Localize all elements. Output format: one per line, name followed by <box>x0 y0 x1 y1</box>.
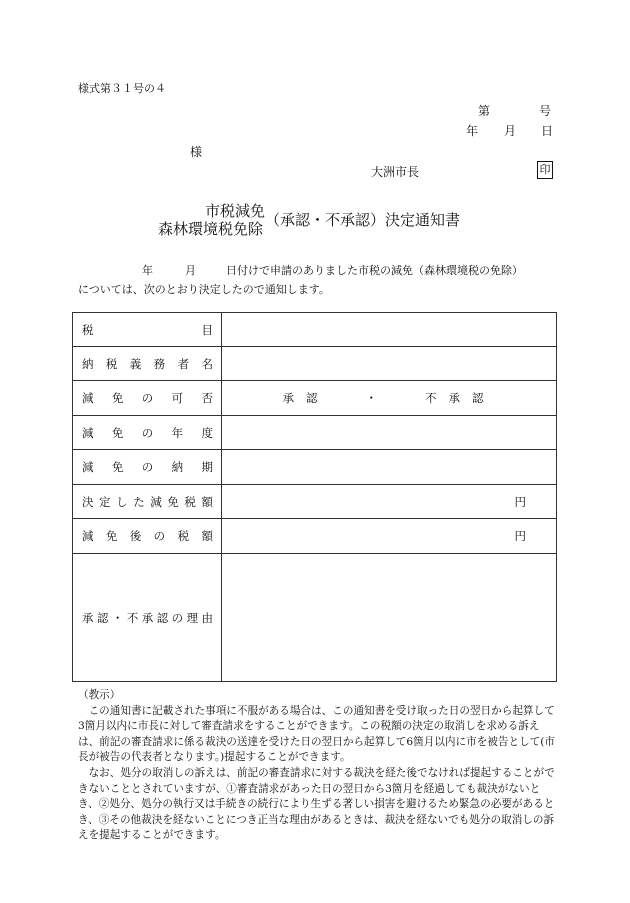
char: 目 <box>201 322 213 337</box>
label-approval <box>73 381 222 416</box>
label-tax-after-text <box>73 528 221 544</box>
value-reason[interactable] <box>222 554 557 682</box>
approval-options <box>222 390 556 406</box>
char: の <box>141 391 154 405</box>
date-day: 日 <box>541 124 554 138</box>
yen-unit: 円 <box>514 529 526 543</box>
char: 否 <box>201 391 213 405</box>
char: 認 <box>156 610 169 625</box>
char: 免 <box>111 425 124 440</box>
approval-separator: ・ <box>365 391 389 405</box>
reject-option[interactable]: 不承認 <box>425 391 496 405</box>
decision-table <box>72 312 557 682</box>
char: 度 <box>201 425 213 440</box>
char: 税 <box>177 529 190 543</box>
label-payment-period <box>73 450 222 485</box>
row-tax-item <box>73 313 557 347</box>
notice-heading: （教示） <box>78 689 121 701</box>
char: 定 <box>99 494 111 509</box>
value-tax-after[interactable] <box>222 519 557 554</box>
char: の <box>153 529 166 543</box>
label-reason <box>73 554 222 682</box>
char: し <box>116 494 128 509</box>
approve-option[interactable]: 承認 <box>282 391 330 405</box>
label-fiscal-year-text <box>73 425 221 441</box>
char: 減 <box>82 391 94 405</box>
char: 決 <box>82 494 94 509</box>
number-dai: 第 <box>478 104 491 118</box>
value-taxpayer[interactable] <box>222 347 557 381</box>
label-payment-period-text <box>73 459 221 475</box>
char: 免 <box>111 460 124 474</box>
char: 理 <box>186 610 199 625</box>
intro-month: 月 <box>185 264 196 277</box>
char: 納 <box>82 356 94 371</box>
label-taxpayer <box>73 347 222 381</box>
row-tax-after <box>73 519 557 554</box>
label-reason-text <box>73 610 221 626</box>
char: 額 <box>201 494 213 509</box>
notice-paragraph-1: この通知書に記載された事項に不服がある場合は、この通知書を受け取った日の翌日から起算して3箇月以内に市長に対して審査請求をすることができます。この税額の決定の取消しを求める訴えは、前記の審査請求に係る裁決の送達を受けた日の翌日から起算して6箇月以内に市を被告として(市長が被告の代表者となります。)提起することができます。 <box>78 704 555 764</box>
title-decision: （承認・不承認）決定通知書 <box>265 211 461 229</box>
char: ・ <box>111 610 124 625</box>
value-tax-item[interactable] <box>222 313 557 347</box>
char: 免 <box>105 529 118 543</box>
char: 可 <box>171 391 184 405</box>
title-forest-tax: 森林環境税免除 <box>158 220 264 238</box>
label-tax-item <box>73 313 222 347</box>
char: の <box>141 425 154 440</box>
char: 納 <box>171 460 184 474</box>
date-month: 月 <box>504 124 517 138</box>
title-tax-reduction: 市税減免 <box>205 202 266 220</box>
intro-line1: 日付けで申請のありました市税の減免（森林環境税の免除） <box>226 264 523 277</box>
char: 減 <box>82 529 94 543</box>
char: 減 <box>82 460 94 474</box>
char: 減 <box>82 425 94 440</box>
char: た <box>133 494 145 509</box>
row-taxpayer <box>73 347 557 381</box>
char: 承 <box>141 610 154 625</box>
label-reduction-amount-text <box>73 494 221 510</box>
date-year: 年 <box>466 124 479 138</box>
notice-paragraph-2: なお、処分の取消しの訴えは、前記の審査請求に対する裁決を経た後でなければ提起することができないこととされていますが、①審査請求があった日の翌日から3箇月を経過しても裁決がないとき、②処分、処分の執行又は手続きの続行により生ずる著しい損害を避けるため緊急の必要があるとき、③その他裁決を経ないことにつき正当な理由があるときは、裁決を経ないでも処分の取消しの訴えを提起することができます。 <box>78 766 555 842</box>
char: 減 <box>150 494 162 509</box>
intro-line2: については、次のとおり決定したので通知します。 <box>78 283 330 296</box>
label-tax-item-text <box>73 322 221 338</box>
char: 承 <box>82 610 94 625</box>
label-taxpayer-text <box>73 356 221 372</box>
row-payment-period <box>73 450 557 485</box>
value-fiscal-year[interactable] <box>222 416 557 450</box>
char: 税 <box>184 494 196 509</box>
label-reduction-amount <box>73 485 222 519</box>
char: 税 <box>82 322 94 337</box>
char: 義 <box>129 356 142 371</box>
char: 額 <box>201 529 213 543</box>
label-fiscal-year <box>73 416 222 450</box>
value-payment-period[interactable] <box>222 450 557 485</box>
seal-stamp: 印 <box>537 161 553 179</box>
char: 期 <box>201 460 213 474</box>
intro-year: 年 <box>142 264 153 277</box>
char: の <box>141 460 154 474</box>
char: 免 <box>111 391 124 405</box>
char: 後 <box>129 529 142 543</box>
char: 名 <box>201 356 213 371</box>
label-approval-text <box>73 390 221 406</box>
row-reason <box>73 554 557 682</box>
char: 免 <box>167 494 179 509</box>
char: 者 <box>177 356 190 371</box>
recipient-suffix: 様 <box>190 145 203 159</box>
label-tax-after <box>73 519 222 554</box>
yen-unit: 円 <box>514 494 526 509</box>
form-number: 様式第３１号の４ <box>78 82 166 95</box>
char: 認 <box>96 610 109 625</box>
row-approval <box>73 381 557 416</box>
legal-notice <box>78 688 558 844</box>
char: 年 <box>171 425 184 440</box>
char: の <box>171 610 184 625</box>
char: 由 <box>201 610 213 625</box>
issuer-name: 大洲市長 <box>371 165 420 179</box>
row-fiscal-year <box>73 416 557 450</box>
value-reduction-amount[interactable] <box>222 485 557 519</box>
char: 務 <box>153 356 166 371</box>
number-go: 号 <box>539 104 552 118</box>
char: 不 <box>126 610 139 625</box>
char: 税 <box>105 356 118 371</box>
value-approval <box>222 381 557 416</box>
row-reduction-amount <box>73 485 557 519</box>
